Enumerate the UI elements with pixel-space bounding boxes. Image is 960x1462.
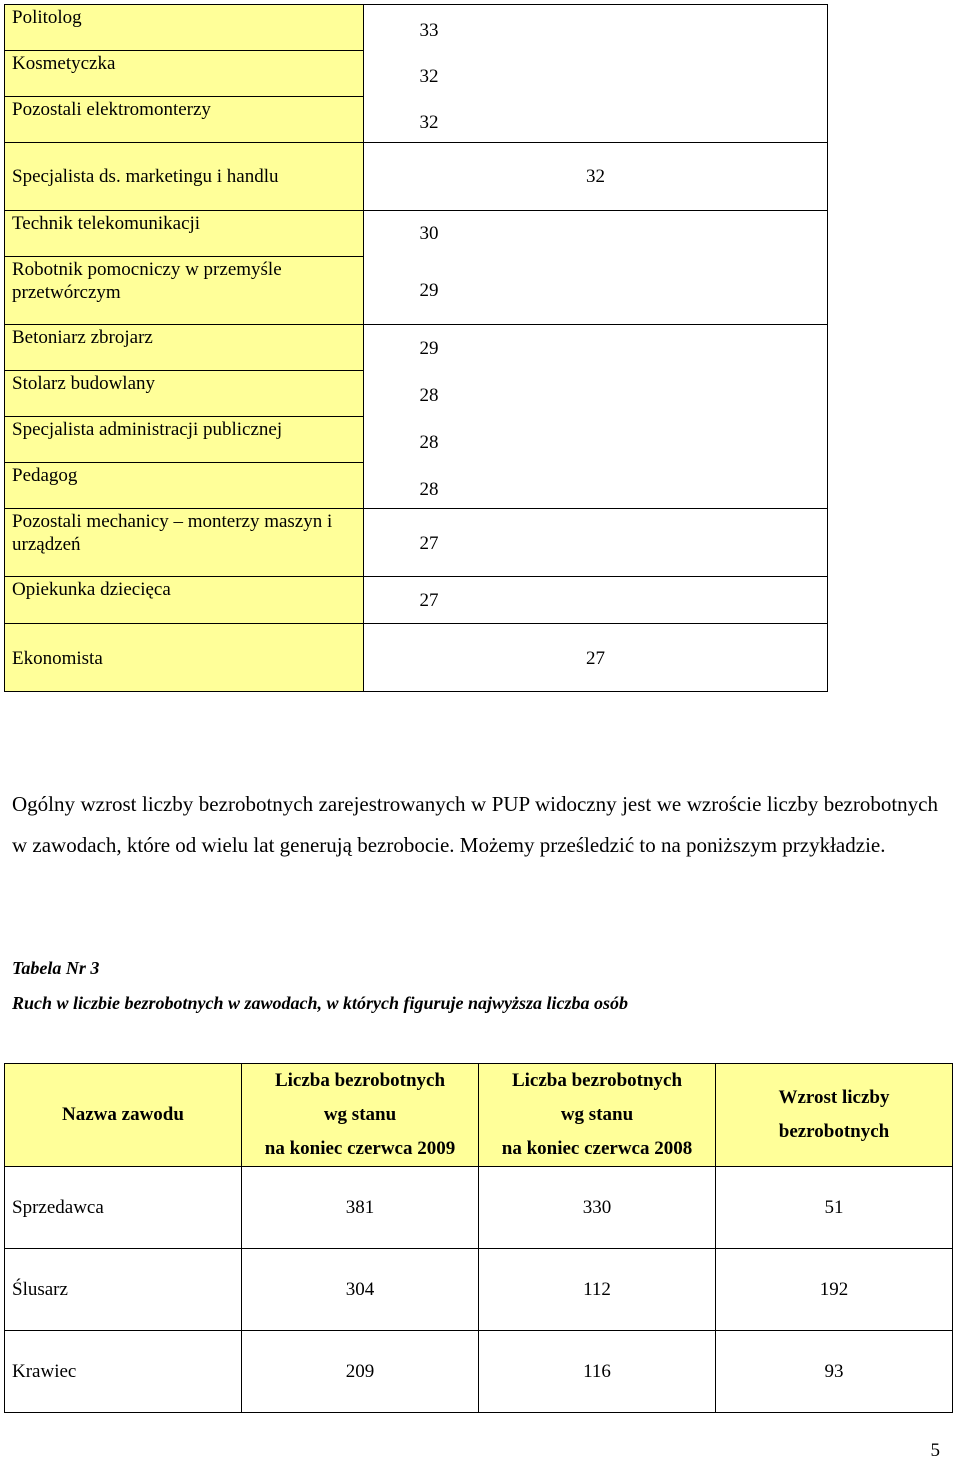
header-count-2009: [242, 1064, 479, 1167]
occupation-count: 32: [419, 112, 439, 133]
occupation-count: [364, 143, 828, 211]
count-cell: [364, 325, 828, 509]
count-cell: [364, 5, 828, 143]
occupation-name: Specjalista administracji publicznej: [5, 417, 364, 463]
count-text: 27: [586, 648, 605, 669]
header-line: Wzrost liczby: [778, 1087, 890, 1108]
header-line: Liczba bezrobotnych: [274, 1070, 446, 1091]
row-count-2009: 209: [242, 1331, 479, 1413]
table-title: Ruch w liczbie bezrobotnych w zawodach, w których figuruje najwyższa liczba osób: [12, 993, 629, 1013]
occupation-name: Pozostali mechanicy – monterzy maszyn i urządzeń: [5, 509, 364, 577]
occupation-name: Stolarz budowlany: [5, 371, 364, 417]
occupation-count: [364, 624, 828, 692]
header-line: na koniec czerwca 2008: [501, 1138, 693, 1159]
row-occupation: Sprzedawca: [5, 1167, 242, 1249]
header-line: wg stanu: [323, 1104, 397, 1125]
row-growth: 93: [716, 1331, 953, 1413]
row-count-2008: 330: [479, 1167, 716, 1249]
occupation-name: Politolog: [5, 5, 364, 51]
table-row: [5, 1331, 953, 1413]
table-row: [5, 1249, 953, 1331]
unemployment-change-table: [4, 1063, 953, 1413]
header-line: wg stanu: [560, 1104, 634, 1125]
occupation-name: Opiekunka dziecięca: [5, 577, 364, 624]
occupation-name: Pedagog: [5, 463, 364, 509]
count-cell: [364, 211, 828, 325]
header-count-2008: [479, 1064, 716, 1167]
occupation-name: Robotnik pomocniczy w przemyśle przetwórczym: [5, 257, 364, 325]
table-number: Tabela Nr 3: [12, 958, 100, 978]
count-text: 32: [586, 166, 605, 187]
occupation-count: 27: [419, 533, 439, 554]
row-growth: 51: [716, 1167, 953, 1249]
occupation-name: Kosmetyczka: [5, 51, 364, 97]
header-line: na koniec czerwca 2009: [264, 1138, 456, 1159]
occupation-count: 32: [419, 66, 439, 87]
page-number: 5: [930, 1440, 940, 1461]
occupation-count: 33: [419, 20, 439, 41]
row-occupation: Ślusarz: [5, 1249, 242, 1331]
occupation-count: 28: [419, 385, 439, 406]
count-cell: [364, 577, 828, 624]
header-line: bezrobotnych: [778, 1121, 890, 1142]
occupation-name: Pozostali elektromonterzy: [5, 97, 364, 143]
occupation-table: [4, 4, 828, 692]
occupation-count: 29: [419, 280, 439, 301]
occupation-count: 27: [419, 590, 439, 611]
row-count-2009: 304: [242, 1249, 479, 1331]
count-cell: [364, 509, 828, 577]
header-occupation: Nazwa zawodu: [5, 1064, 242, 1167]
table-header-row: [5, 1064, 953, 1167]
row-occupation: Krawiec: [5, 1331, 242, 1413]
occupation-count: 28: [419, 432, 439, 453]
occupation-name: Betoniarz zbrojarz: [5, 325, 364, 371]
table-row: [5, 1167, 953, 1249]
row-count-2008: 112: [479, 1249, 716, 1331]
header-growth: [716, 1064, 953, 1167]
occupation-count: 30: [419, 223, 439, 244]
occupation-count: 29: [419, 338, 439, 359]
body-paragraph: Ogólny wzrost liczby bezrobotnych zarejestrowanych w PUP widoczny jest we wzroście liczby bezrobotnych w zawodach, które od wielu lat generują bezrobocie. Możemy prześledzić to na poniższym przykładzie.: [12, 792, 938, 857]
occupation-name: Specjalista ds. marketingu i handlu: [5, 143, 364, 211]
occupation-count: 28: [419, 479, 439, 500]
occupation-name: Technik telekomunikacji: [5, 211, 364, 257]
row-growth: 192: [716, 1249, 953, 1331]
row-count-2009: 381: [242, 1167, 479, 1249]
row-count-2008: 116: [479, 1331, 716, 1413]
occupation-name: Ekonomista: [5, 624, 364, 692]
header-line: Liczba bezrobotnych: [511, 1070, 683, 1091]
